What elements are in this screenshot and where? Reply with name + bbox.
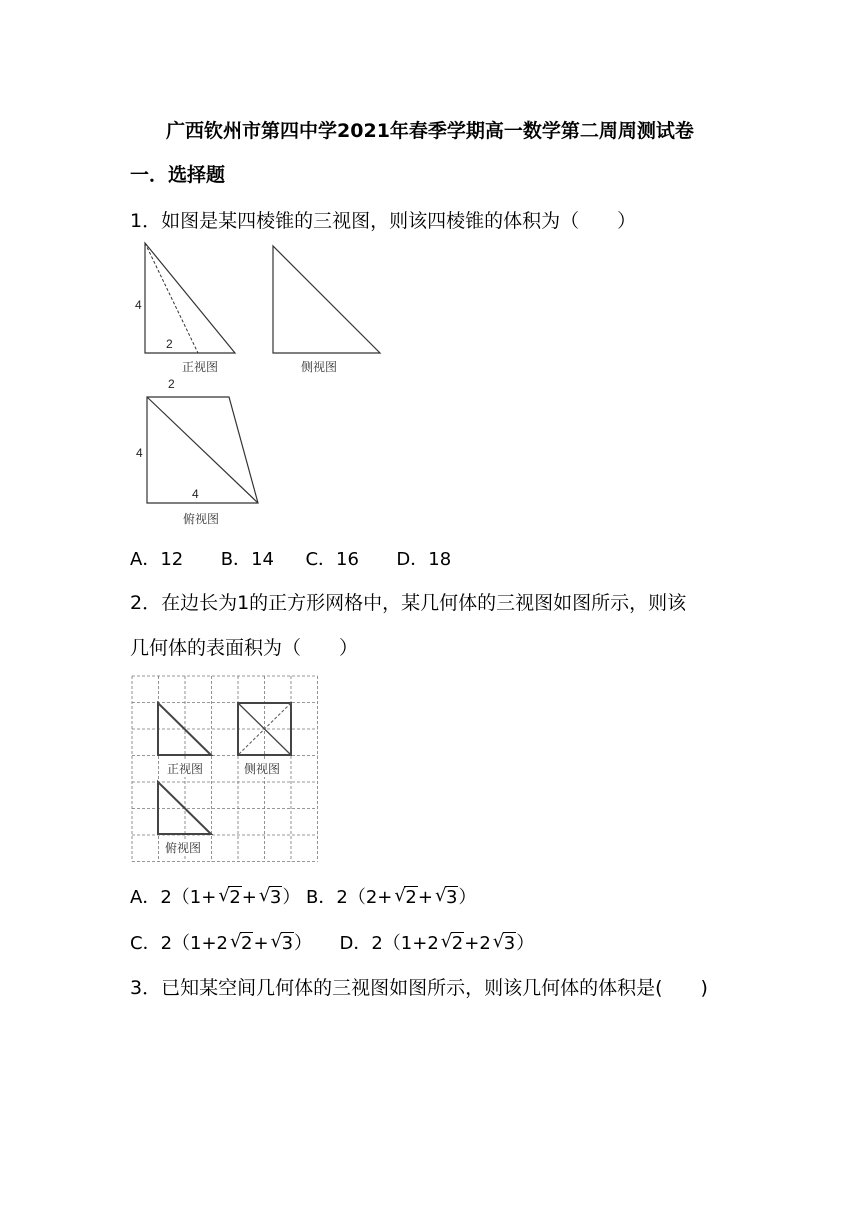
- q2-option-d[interactable]: D．2（1+2 √ 2+2 √ 3）: [339, 931, 535, 954]
- q2-side-view-label: 侧视图: [244, 762, 281, 776]
- q1-front-height-label: 4: [135, 298, 142, 312]
- q1-front-width-label: 2: [166, 337, 173, 351]
- page-title: 广西钦州市第四中学2021年春季学期高一数学第二周周测试卷: [166, 120, 694, 142]
- q1-option-b[interactable]: B．14: [220, 549, 274, 570]
- question-2-line-1: 2．在边长为1的正方形网格中，某几何体的三视图如图所示，则该: [130, 592, 687, 614]
- q1-option-c[interactable]: C．16: [305, 549, 359, 570]
- question-2-line-2: 几何体的表面积为（ ）: [130, 637, 359, 659]
- q1-option-a[interactable]: A．12: [130, 549, 184, 570]
- q2-option-a[interactable]: A．2（1+ √ 2+ √ 3）: [130, 885, 301, 908]
- q1-top-view-label: 俯视图: [183, 512, 220, 526]
- sqrt-symbol: √ 2: [230, 931, 253, 954]
- sqrt-symbol: √ 3: [258, 885, 282, 908]
- sqrt-symbol: √ 2: [440, 931, 464, 954]
- q2-option-c[interactable]: C．2（1+2 √ 2+ √ 3）: [130, 931, 313, 954]
- q2-grid-figure: [131, 676, 321, 862]
- q2-top-view-label: 俯视图: [165, 841, 202, 855]
- q1-front-view-label: 正视图: [182, 360, 219, 374]
- q2-options-row-1: [130, 883, 476, 909]
- q1-top-upper-label: 2: [168, 377, 175, 391]
- q1-top-left-label: 4: [136, 446, 143, 460]
- q2-options-row-2: [130, 929, 534, 955]
- sqrt-symbol: √ 3: [270, 931, 294, 954]
- q1-top-bottom-label: 4: [192, 487, 199, 501]
- q1-option-d[interactable]: D．18: [396, 549, 452, 570]
- sqrt-symbol: √ 3: [434, 885, 458, 908]
- q2-option-b[interactable]: B．2（2+ √ 2+ √ 3）: [306, 885, 477, 908]
- section-heading: 一．选择题: [130, 164, 226, 186]
- question-1-text: 1．如图是某四棱锥的三视图，则该四棱锥的体积为（ ）: [130, 210, 637, 232]
- q2-front-view-label: 正视图: [167, 762, 204, 776]
- sqrt-symbol: √ 2: [218, 885, 241, 908]
- question-3-text: 3．已知某空间几何体的三视图如图所示，则该几何体的体积是( ): [130, 977, 708, 999]
- q1-side-view-label: 侧视图: [301, 360, 338, 374]
- sqrt-symbol: √ 3: [492, 931, 516, 954]
- q1-options: [130, 545, 451, 571]
- sqrt-symbol: √ 2: [394, 885, 417, 908]
